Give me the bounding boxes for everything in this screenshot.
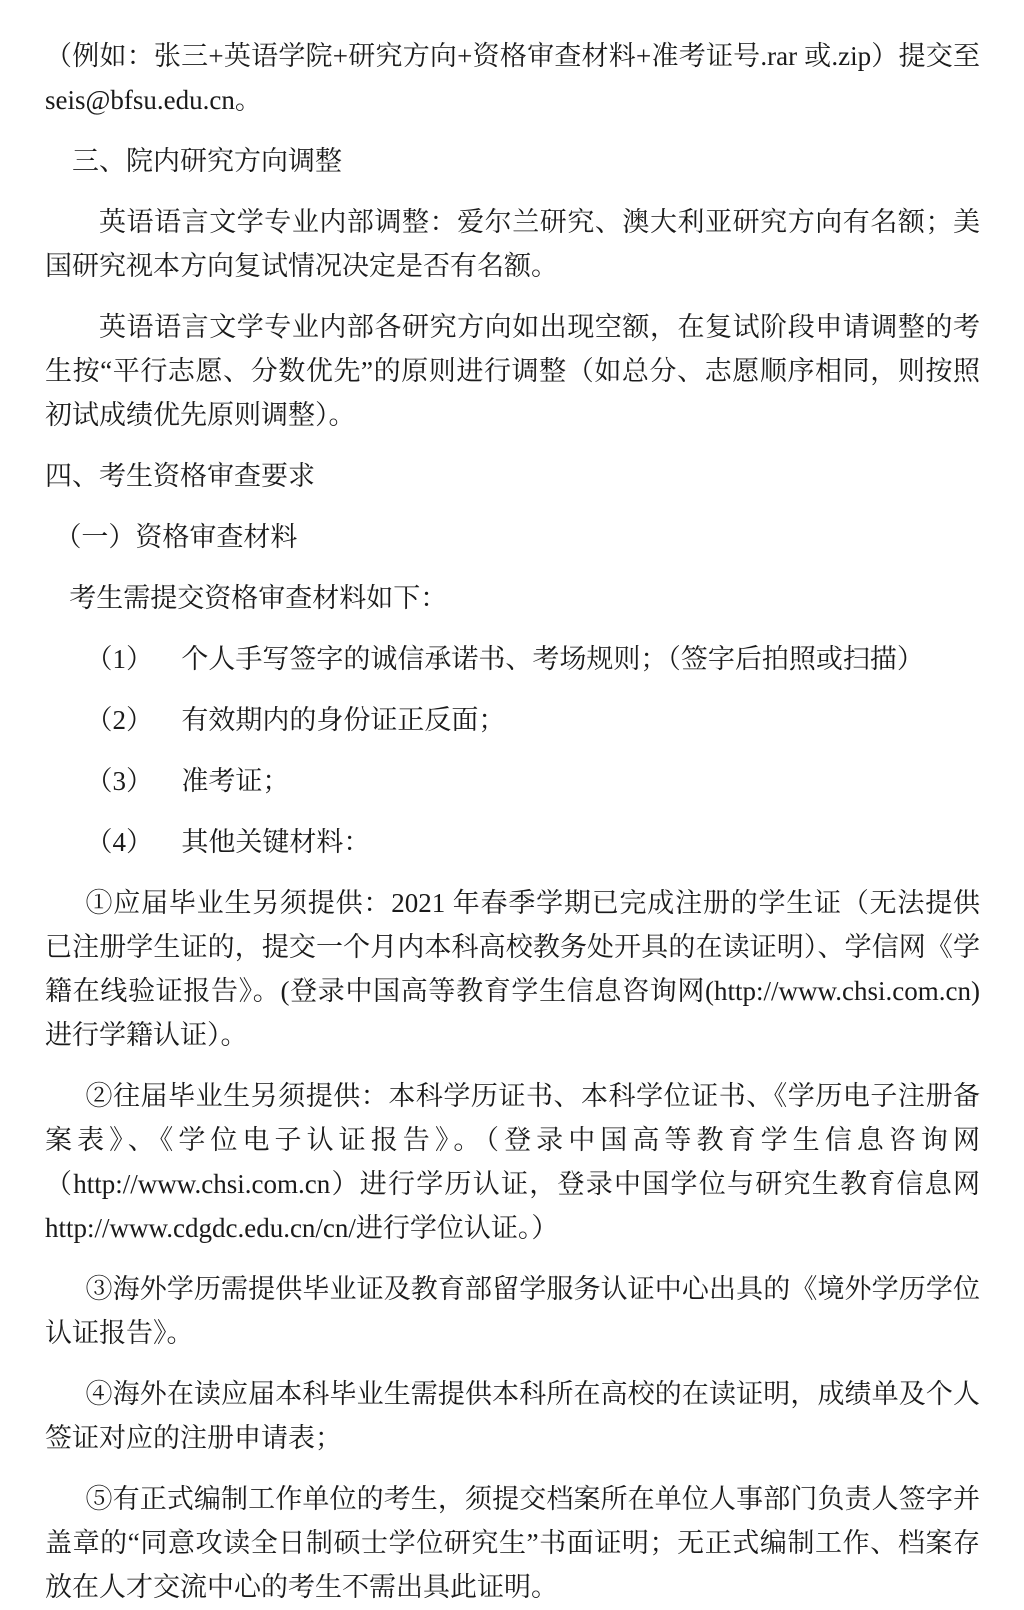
list-item-text: 有效期内的身份证正反面； [181, 705, 506, 735]
intro-paragraph: （例如：张三+英语学院+研究方向+资格审查材料+准考证号.rar 或.zip）提交至 seis@bfsu.edu.cn。 [45, 41, 980, 115]
section-4-heading: 四、考生资格审查要求 [45, 461, 315, 491]
list-item-number: （4） [85, 827, 153, 857]
subsection-1-heading: （一）资格审查材料 [54, 522, 298, 552]
detail-paragraph-5: ⑤有正式编制工作单位的考生，须提交档案所在单位人事部门负责人签字并盖章的“同意攻读全日制硕士学位研究生”书面证明；无正式编制工作、档案存放在人才交流中心的考生不需出具此证明。 [45, 1484, 980, 1602]
list-item-text: 个人手写签字的诚信承诺书、考场规则；（签字后拍照或扫描） [181, 644, 924, 674]
materials-lead-line: 考生需提交资格审查材料如下： [69, 583, 448, 613]
list-item-number: （2） [85, 705, 153, 735]
section-3-heading: 三、院内研究方向调整 [72, 146, 342, 176]
section-3-paragraph-2: 英语语言文学专业内部各研究方向如出现空额，在复试阶段申请调整的考生按“平行志愿、分数优先”的原则进行调整（如总分、志愿顺序相同，则按照初试成绩优先原则调整）。 [45, 312, 980, 430]
detail-paragraph-2: ②往届毕业生另须提供：本科学历证书、本科学位证书、《学历电子注册备案表》、《学位电子认证报告》。（登录中国高等教育学生信息咨询网（http://www.chsi.com.cn）进行学历认证，登录中国学位与研究生教育信息网http://www.cdgdc.edu.cn/cn/进行学位认证。） [45, 1081, 980, 1243]
list-item-3 [45, 759, 980, 803]
list-item-4 [45, 820, 980, 864]
list-item-number: （3） [85, 766, 153, 796]
detail-paragraph-1: ①应届毕业生另须提供：2021 年春季学期已完成注册的学生证（无法提供已注册学生证的，提交一个月内本科高校教务处开具的在读证明）、学信网《学籍在线验证报告》。(登录中国高等教育学生信息咨询网(http://www.chsi.com.cn)进行学籍认证）。 [45, 888, 980, 1050]
detail-paragraph-3: ③海外学历需提供毕业证及教育部留学服务认证中心出具的《境外学历学位认证报告》。 [45, 1274, 980, 1348]
section-3-paragraph-1: 英语语言文学专业内部调整：爱尔兰研究、澳大利亚研究方向有名额；美国研究视本方向复试情况决定是否有名额。 [45, 207, 980, 281]
list-item-1 [45, 637, 980, 681]
list-item-2 [45, 698, 980, 742]
list-item-text: 准考证； [181, 766, 290, 796]
detail-paragraph-4: ④海外在读应届本科毕业生需提供本科所在高校的在读证明，成绩单及个人签证对应的注册申请表； [45, 1379, 980, 1453]
list-item-number: （1） [85, 644, 153, 674]
list-item-text: 其他关键材料： [181, 827, 371, 857]
